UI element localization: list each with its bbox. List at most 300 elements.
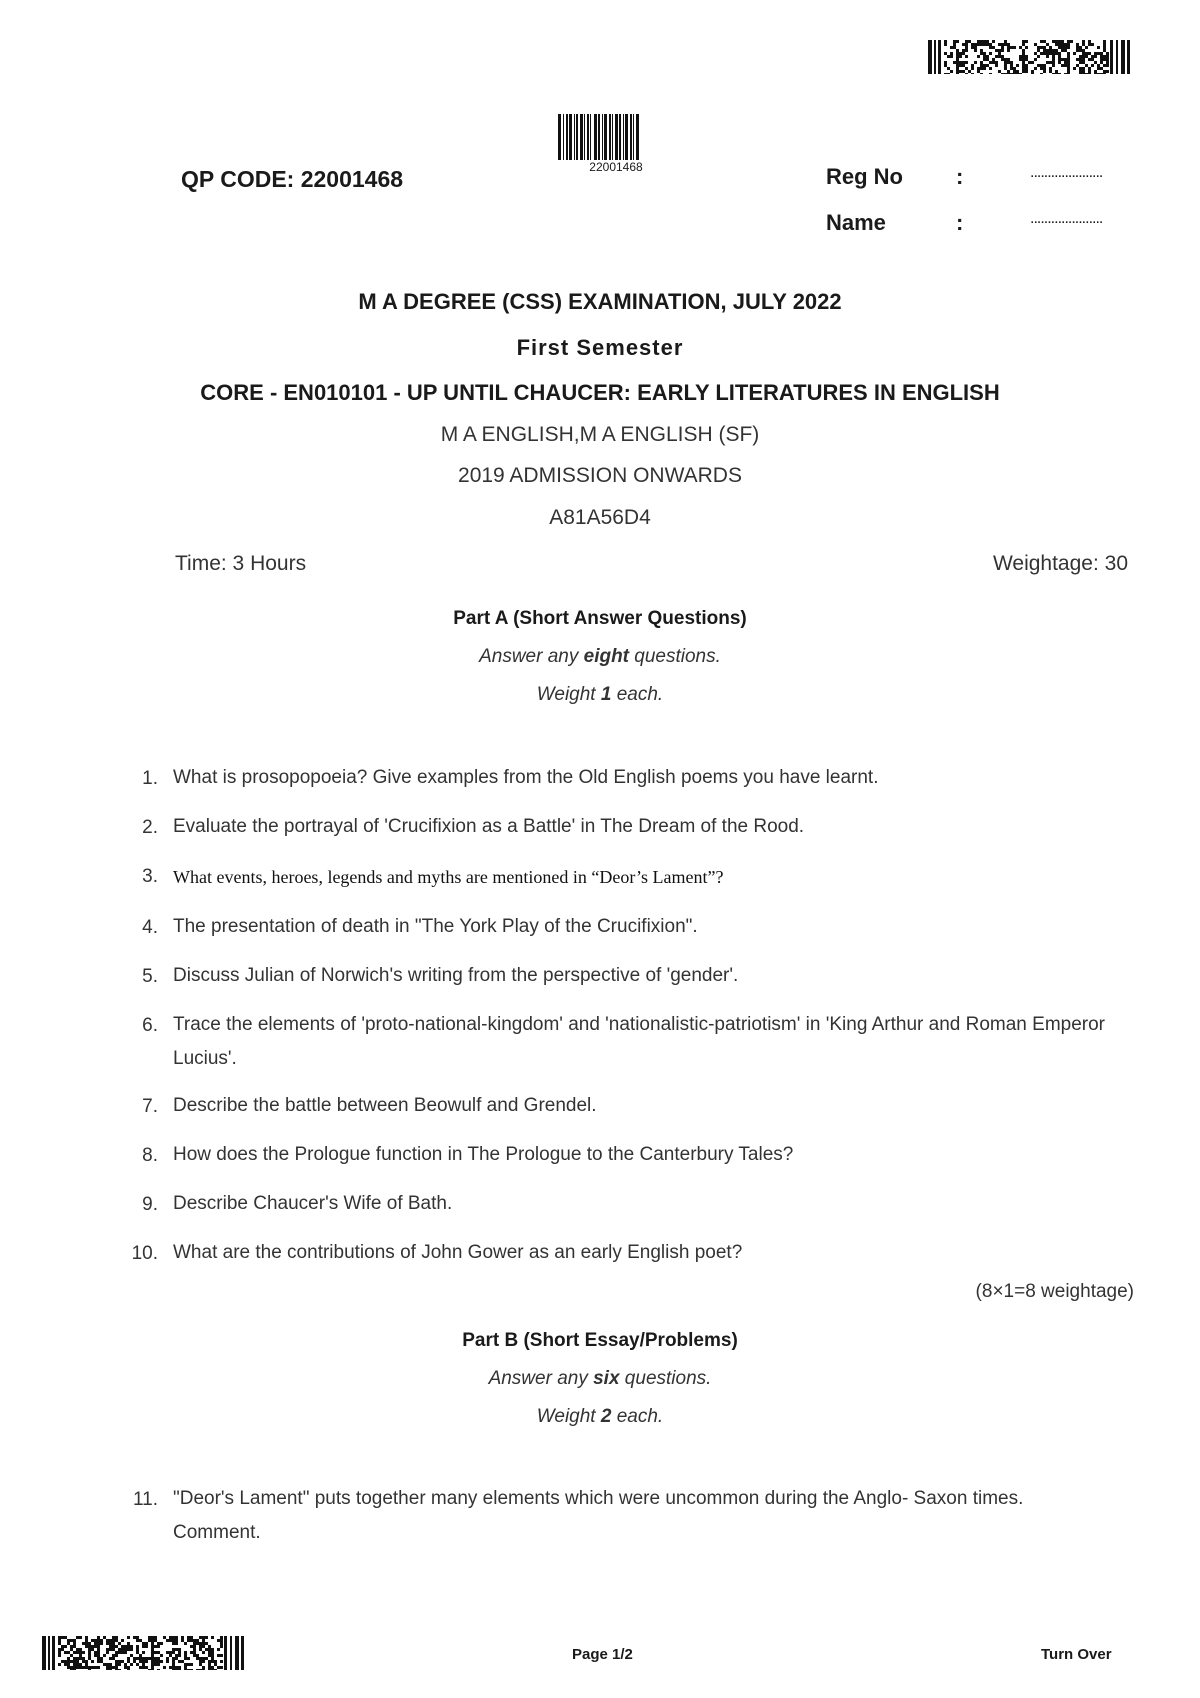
barcode-cell	[118, 1669, 121, 1670]
barcode-cell	[151, 1657, 154, 1660]
barcode-cell	[142, 1645, 145, 1648]
barcode-cell	[1082, 61, 1085, 64]
barcode-cell	[1067, 70, 1070, 73]
barcode-cell	[995, 64, 998, 67]
barcode-cell	[1043, 70, 1046, 73]
barcode-bar	[1116, 40, 1118, 74]
barcode-cell	[962, 43, 965, 46]
barcode-cell	[157, 1669, 160, 1670]
barcode-cell	[124, 1666, 127, 1669]
barcode-cell	[983, 64, 986, 67]
barcode-cell	[1076, 43, 1079, 46]
barcode-cell	[1067, 61, 1070, 64]
barcode-cell	[199, 1657, 202, 1660]
barcode-cell	[1025, 64, 1028, 67]
barcode-cell	[953, 43, 956, 46]
barcode-cell	[998, 52, 1001, 55]
barcode-cell	[85, 1663, 88, 1666]
barcode-cell	[88, 1651, 91, 1654]
barcode-cell	[88, 1654, 91, 1657]
barcode-cell	[1007, 70, 1010, 73]
barcode-cell	[1037, 49, 1040, 52]
barcode-cell	[1016, 73, 1019, 74]
name-label: Name	[826, 210, 886, 235]
barcode-bar	[938, 40, 941, 74]
barcode-cell	[142, 1660, 145, 1663]
barcode-bar	[230, 1636, 232, 1670]
barcode-cell	[1079, 49, 1082, 52]
barcode-cell	[130, 1654, 133, 1657]
barcode-cell	[79, 1651, 82, 1654]
barcode-cell	[199, 1645, 202, 1648]
barcode-cell	[121, 1639, 124, 1642]
barcode-cell	[70, 1666, 73, 1669]
barcode-cell	[1061, 64, 1064, 67]
barcode-cell	[58, 1642, 61, 1645]
barcode-cell	[1055, 43, 1058, 46]
barcode-cell	[1082, 43, 1085, 46]
barcode-cell	[91, 1645, 94, 1648]
barcode-cell	[1082, 73, 1085, 74]
barcode-cell	[205, 1648, 208, 1651]
barcode-cell	[1067, 40, 1070, 43]
barcode-cell	[79, 1636, 82, 1639]
barcode-cell	[1049, 46, 1052, 49]
barcode-cell	[94, 1639, 97, 1642]
barcode-cell	[109, 1645, 112, 1648]
barcode-cell	[175, 1669, 178, 1670]
barcode-bar	[1127, 40, 1130, 74]
question-number: 2.	[142, 817, 158, 838]
barcode-cell	[1010, 64, 1013, 67]
barcode-cell	[1046, 61, 1049, 64]
question-number: 11.	[132, 1489, 158, 1510]
barcode-cell	[1007, 49, 1010, 52]
barcode-cell	[109, 1639, 112, 1642]
barcode-cell	[103, 1636, 106, 1639]
barcode-cell	[172, 1639, 175, 1642]
part-b-weight-pre: Weight	[536, 1406, 601, 1427]
barcode-cell	[118, 1648, 121, 1651]
barcode-cell	[956, 58, 959, 61]
barcode-cell	[1076, 64, 1079, 67]
barcode-cell	[70, 1654, 73, 1657]
barcode-cell	[956, 64, 959, 67]
question-text: Trace the elements of 'proto-national-kingdom' and 'nationalistic-patriotism' in 'King Arthur and Roman Emperor Lucius'.	[173, 1014, 1106, 1069]
barcode-cell	[1094, 70, 1097, 73]
barcode-cell	[82, 1666, 85, 1669]
barcode-cell	[91, 1648, 94, 1651]
barcode-cell	[139, 1639, 142, 1642]
barcode-cell	[193, 1648, 196, 1651]
barcode-cell	[1049, 70, 1052, 73]
barcode-cell	[172, 1669, 175, 1670]
barcode-cell	[73, 1669, 76, 1670]
barcode-cell	[1031, 73, 1034, 74]
barcode-cell	[1007, 61, 1010, 64]
barcode-cell	[1064, 73, 1067, 74]
question-number: 10.	[131, 1243, 158, 1264]
barcode-cell	[965, 67, 968, 70]
part-a-instr-post: questions.	[629, 646, 721, 667]
barcode-cell	[217, 1639, 220, 1642]
question-text: What events, heroes, legends and myths are mentioned in “Deor’s Lament”?	[173, 867, 724, 887]
barcode-cell	[1079, 58, 1082, 61]
barcode-cell	[127, 1648, 130, 1651]
barcode-cell	[196, 1657, 199, 1660]
barcode-cell	[1004, 73, 1007, 74]
barcode-cell	[58, 1663, 61, 1666]
question-text: Describe Chaucer's Wife of Bath.	[173, 1193, 453, 1214]
barcode-cell	[1058, 40, 1061, 43]
barcode-cell	[983, 58, 986, 61]
reg-no-field[interactable]: .....................	[1030, 164, 1103, 181]
barcode-cell	[971, 43, 974, 46]
barcode-cell	[1058, 58, 1061, 61]
barcode-cell	[190, 1645, 193, 1648]
barcode-cell	[148, 1639, 151, 1642]
barcode-cell	[995, 55, 998, 58]
barcode-cell	[1061, 46, 1064, 49]
barcode-cell	[73, 1660, 76, 1663]
barcode-cell	[127, 1669, 130, 1670]
name-field[interactable]: .....................	[1030, 210, 1103, 227]
barcode-cell	[76, 1657, 79, 1660]
barcode-cell	[100, 1642, 103, 1645]
barcode-cell	[184, 1663, 187, 1666]
barcode-cell	[1082, 40, 1085, 43]
turn-over: Turn Over	[1041, 1646, 1112, 1663]
barcode-cell	[88, 1642, 91, 1645]
barcode-cell	[166, 1657, 169, 1660]
barcode-cell	[1019, 55, 1022, 58]
barcode-cell	[1091, 55, 1094, 58]
barcode-cell	[97, 1651, 100, 1654]
barcode-cell	[980, 67, 983, 70]
barcode-cell	[965, 61, 968, 64]
barcode-cell	[1085, 55, 1088, 58]
barcode-cell	[130, 1648, 133, 1651]
barcode-cell	[106, 1669, 109, 1670]
barcode-cell	[106, 1642, 109, 1645]
barcode-cell	[130, 1645, 133, 1648]
barcode-cell	[58, 1639, 61, 1642]
barcode-cell	[181, 1660, 184, 1663]
barcode-cell	[1088, 70, 1091, 73]
barcode-cell	[947, 73, 950, 74]
question-text: "Deor's Lament" puts together many elements which were uncommon during the Anglo- Saxon times. Comment.	[173, 1488, 1024, 1543]
barcode-cell	[1088, 67, 1091, 70]
barcode-cell	[998, 70, 1001, 73]
barcode-cell	[151, 1636, 154, 1639]
barcode-cell	[73, 1657, 76, 1660]
barcode-cell	[959, 55, 962, 58]
barcode-cell	[1100, 67, 1103, 70]
barcode-cell	[1037, 64, 1040, 67]
question-text: What is prosopopoeia? Give examples from the Old English poems you have learnt.	[173, 767, 879, 788]
barcode-cell	[202, 1666, 205, 1669]
barcode-cell	[184, 1642, 187, 1645]
barcode-cell	[73, 1651, 76, 1654]
part-b-heading: Part B (Short Essay/Problems)	[462, 1330, 738, 1351]
barcode-cell	[169, 1636, 172, 1639]
barcode-cell	[187, 1663, 190, 1666]
barcode-cell	[965, 40, 968, 43]
barcode-cell	[109, 1669, 112, 1670]
barcode-cell	[73, 1663, 76, 1666]
barcode-cell	[1040, 40, 1043, 43]
barcode-cell	[1061, 58, 1064, 61]
barcode-cell	[172, 1666, 175, 1669]
barcode-cell	[977, 40, 980, 43]
barcode-cell	[1043, 64, 1046, 67]
barcode-cell	[1067, 55, 1070, 58]
barcode-cell	[1040, 52, 1043, 55]
barcode-cell	[208, 1645, 211, 1648]
barcode-cell	[947, 67, 950, 70]
barcode-cell	[208, 1648, 211, 1651]
barcode-cell	[962, 70, 965, 73]
barcode-cell	[145, 1645, 148, 1648]
barcode-cell	[1010, 73, 1013, 74]
barcode-cell	[968, 70, 971, 73]
barcode-cell	[956, 70, 959, 73]
barcode-cell	[1052, 64, 1055, 67]
barcode-cell	[199, 1669, 202, 1670]
barcode-cell	[950, 55, 953, 58]
barcode-cell	[115, 1654, 118, 1657]
barcode-cell	[139, 1660, 142, 1663]
barcode-cell	[1085, 52, 1088, 55]
barcode-cell	[950, 46, 953, 49]
barcode-cell	[1043, 46, 1046, 49]
barcode-cell	[1034, 52, 1037, 55]
barcode-cell	[121, 1645, 124, 1648]
barcode-cell	[112, 1654, 115, 1657]
barcode-cell	[989, 61, 992, 64]
barcode-cell	[974, 43, 977, 46]
barcode-cell	[956, 52, 959, 55]
barcode-cell	[1031, 61, 1034, 64]
barcode-cell	[73, 1666, 76, 1669]
barcode-cell	[986, 40, 989, 43]
barcode-bar	[241, 1636, 244, 1670]
barcode-cell	[67, 1639, 70, 1642]
programme: M A ENGLISH,M A ENGLISH (SF)	[440, 423, 760, 446]
barcode-cell	[1019, 46, 1022, 49]
barcode-cell	[983, 52, 986, 55]
course-title: CORE - EN010101 - UP UNTIL CHAUCER: EARLY LITERATURES IN ENGLISH	[200, 380, 1000, 405]
barcode-cell	[220, 1642, 223, 1645]
barcode-cell	[151, 1654, 154, 1657]
barcode-cell	[151, 1645, 154, 1648]
barcode-cell	[1001, 58, 1004, 61]
barcode-cell	[1016, 70, 1019, 73]
barcode-cell	[58, 1648, 61, 1651]
barcode-cell	[157, 1651, 160, 1654]
barcode-cell	[178, 1654, 181, 1657]
barcode-cell	[971, 73, 974, 74]
barcode-cell	[211, 1648, 214, 1651]
barcode-cell	[154, 1663, 157, 1666]
barcode-cell	[995, 49, 998, 52]
barcode-cell	[953, 40, 956, 43]
barcode-cell	[1049, 61, 1052, 64]
barcode-cell	[1055, 49, 1058, 52]
barcode-cell	[1019, 73, 1022, 74]
barcode-cell	[127, 1645, 130, 1648]
top-right-barcode	[928, 40, 1130, 74]
barcode-cell	[187, 1669, 190, 1670]
barcode-cell	[100, 1657, 103, 1660]
barcode-cell	[67, 1642, 70, 1645]
barcode-cell	[85, 1636, 88, 1639]
barcode-cell	[1103, 55, 1106, 58]
barcode-cell	[106, 1666, 109, 1669]
barcode-cell	[962, 64, 965, 67]
barcode-cell	[127, 1636, 130, 1639]
barcode-cell	[154, 1651, 157, 1654]
barcode-cell	[1022, 70, 1025, 73]
barcode-cell	[959, 52, 962, 55]
part-a-weight-post: each.	[611, 684, 664, 705]
barcode-cell	[1058, 46, 1061, 49]
barcode-cell	[1064, 61, 1067, 64]
barcode-cell	[1106, 52, 1109, 55]
barcode-cell	[1004, 67, 1007, 70]
question-number: 6.	[142, 1015, 158, 1036]
barcode-cell	[1082, 70, 1085, 73]
barcode-cell	[151, 1651, 154, 1654]
barcode-cell	[202, 1636, 205, 1639]
barcode-cell	[1106, 61, 1109, 64]
barcode-bar	[235, 1636, 239, 1670]
barcode-cell	[178, 1660, 181, 1663]
barcode-cell	[127, 1642, 130, 1645]
barcode-cell	[1061, 49, 1064, 52]
barcode-cell	[971, 67, 974, 70]
barcode-cell	[190, 1651, 193, 1654]
barcode-cell	[97, 1666, 100, 1669]
barcode-cell	[76, 1651, 79, 1654]
barcode-cell	[127, 1660, 130, 1663]
barcode-cell	[1034, 58, 1037, 61]
barcode-cell	[1061, 40, 1064, 43]
barcode-cell	[1022, 64, 1025, 67]
barcode-cell	[70, 1639, 73, 1642]
barcode-cell	[1001, 43, 1004, 46]
barcode-cell	[1025, 40, 1028, 43]
barcode-cell	[193, 1645, 196, 1648]
barcode-cell	[1004, 43, 1007, 46]
barcode-cell	[1079, 46, 1082, 49]
barcode-cell	[121, 1651, 124, 1654]
barcode-cell	[64, 1660, 67, 1663]
barcode-cell	[1055, 70, 1058, 73]
barcode-cell	[980, 52, 983, 55]
barcode-cell	[139, 1666, 142, 1669]
barcode-cell	[1043, 40, 1046, 43]
barcode-cell	[94, 1651, 97, 1654]
barcode-cell	[172, 1660, 175, 1663]
barcode-cell	[1004, 40, 1007, 43]
barcode-cell	[1064, 64, 1067, 67]
barcode-bar	[224, 1636, 227, 1670]
barcode-cell	[94, 1645, 97, 1648]
part-a-weight	[0, 684, 1200, 706]
barcode-cell	[145, 1642, 148, 1645]
barcode-cell	[217, 1654, 220, 1657]
barcode-cell	[1046, 43, 1049, 46]
barcode-cell	[148, 1657, 151, 1660]
barcode-cell	[202, 1645, 205, 1648]
barcode-cell	[175, 1666, 178, 1669]
barcode-cell	[64, 1651, 67, 1654]
barcode-cell	[70, 1660, 73, 1663]
barcode-cell	[1040, 46, 1043, 49]
barcode-cell	[1040, 73, 1043, 74]
barcode-cell	[980, 40, 983, 43]
barcode-cell	[1064, 58, 1067, 61]
barcode-cell	[1007, 58, 1010, 61]
barcode-cell	[196, 1642, 199, 1645]
barcode-cell	[992, 46, 995, 49]
barcode-cell	[211, 1657, 214, 1660]
barcode-cell	[133, 1660, 136, 1663]
barcode-cell	[58, 1654, 61, 1657]
part-a-weight-value: 1	[600, 684, 612, 705]
barcode-cell	[97, 1654, 100, 1657]
barcode-cell	[1082, 55, 1085, 58]
time-label: Time: 3 Hours	[175, 552, 307, 575]
barcode-cell	[208, 1666, 211, 1669]
barcode-cell	[145, 1666, 148, 1669]
barcode-cell	[1067, 46, 1070, 49]
barcode-cell	[151, 1648, 154, 1651]
barcode-cell	[980, 73, 983, 74]
barcode-cell	[133, 1657, 136, 1660]
barcode-cell	[127, 1666, 130, 1669]
barcode-cell	[220, 1660, 223, 1663]
barcode-cell	[67, 1660, 70, 1663]
barcode-cell	[151, 1660, 154, 1663]
barcode-cell	[118, 1642, 121, 1645]
barcode-cell	[82, 1651, 85, 1654]
barcode-cell	[112, 1645, 115, 1648]
barcode-cell	[142, 1651, 145, 1654]
barcode-cell	[1064, 46, 1067, 49]
barcode-cell	[1025, 46, 1028, 49]
barcode-cell	[157, 1660, 160, 1663]
barcode-cell	[217, 1666, 220, 1669]
barcode-cell	[1010, 61, 1013, 64]
barcode-cell	[1055, 73, 1058, 74]
barcode-cell	[1025, 67, 1028, 70]
barcode-cell	[154, 1645, 157, 1648]
barcode-cell	[112, 1657, 115, 1660]
barcode-cell	[965, 46, 968, 49]
barcode-cell	[79, 1663, 82, 1666]
barcode-cell	[214, 1663, 217, 1666]
barcode-cell	[202, 1639, 205, 1642]
barcode-cell	[157, 1657, 160, 1660]
barcode-cell	[1103, 58, 1106, 61]
barcode-cell	[944, 40, 947, 43]
barcode-cell	[998, 55, 1001, 58]
barcode-cell	[220, 1645, 223, 1648]
barcode-cell	[1094, 55, 1097, 58]
barcode-cell	[196, 1639, 199, 1642]
